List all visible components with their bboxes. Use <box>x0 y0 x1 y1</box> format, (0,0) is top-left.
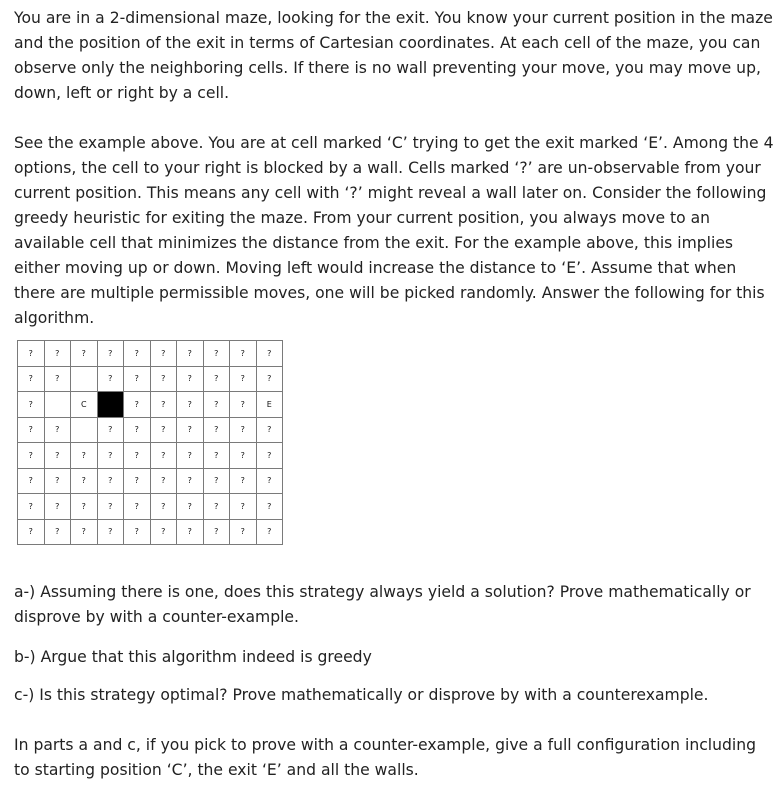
maze-unknown-cell: ? <box>124 417 151 443</box>
maze-unknown-cell: ? <box>203 392 230 418</box>
maze-unknown-cell: ? <box>18 341 45 367</box>
maze-unknown-cell: ? <box>124 468 151 494</box>
maze-unknown-cell: ? <box>18 417 45 443</box>
maze-unknown-cell: ? <box>256 519 283 545</box>
maze-unknown-cell: ? <box>203 341 230 367</box>
maze-unknown-cell: ? <box>230 341 257 367</box>
maze-unknown-cell: ? <box>256 341 283 367</box>
maze-row <box>18 366 283 392</box>
maze-unknown-cell: ? <box>18 392 45 418</box>
maze-open-cell <box>71 417 98 443</box>
maze-row <box>18 417 283 443</box>
maze-unknown-cell: ? <box>150 392 177 418</box>
maze-unknown-cell: ? <box>177 443 204 469</box>
maze-unknown-cell: ? <box>150 443 177 469</box>
maze-unknown-cell: ? <box>230 366 257 392</box>
maze-unknown-cell: ? <box>150 417 177 443</box>
maze-unknown-cell: ? <box>256 468 283 494</box>
maze-wall-cell <box>97 392 124 418</box>
maze-open-cell <box>44 392 71 418</box>
maze-unknown-cell: ? <box>124 443 151 469</box>
maze-unknown-cell: ? <box>177 417 204 443</box>
maze-row <box>18 519 283 545</box>
maze-unknown-cell: ? <box>97 443 124 469</box>
maze-unknown-cell: ? <box>18 443 45 469</box>
maze-unknown-cell: ? <box>150 468 177 494</box>
maze-unknown-cell: ? <box>203 468 230 494</box>
maze-unknown-cell: ? <box>97 519 124 545</box>
maze-unknown-cell: ? <box>124 366 151 392</box>
maze-unknown-cell: ? <box>150 366 177 392</box>
maze-unknown-cell: ? <box>230 443 257 469</box>
maze-current-cell: C <box>71 392 98 418</box>
closing-paragraph: In parts a and c, if you pick to prove with a counter-example, give a full configuration including to starting position ‘C’, the exit ‘E’ and all the walls. <box>14 736 757 779</box>
maze-unknown-cell: ? <box>256 366 283 392</box>
maze-unknown-cell: ? <box>44 443 71 469</box>
question-c: c-) Is this strategy optimal? Prove mathematically or disprove by with a counterexample. <box>14 686 709 704</box>
maze-unknown-cell: ? <box>44 519 71 545</box>
maze-unknown-cell: ? <box>230 494 257 520</box>
maze-unknown-cell: ? <box>177 494 204 520</box>
maze-row <box>18 392 283 418</box>
maze-unknown-cell: ? <box>230 519 257 545</box>
maze-unknown-cell: ? <box>18 366 45 392</box>
maze-unknown-cell: ? <box>256 494 283 520</box>
maze-row <box>18 468 283 494</box>
maze-unknown-cell: ? <box>150 519 177 545</box>
maze-unknown-cell: ? <box>256 443 283 469</box>
maze-open-cell <box>71 366 98 392</box>
maze-row <box>18 443 283 469</box>
maze-unknown-cell: ? <box>150 494 177 520</box>
maze-unknown-cell: ? <box>230 392 257 418</box>
maze-unknown-cell: ? <box>230 468 257 494</box>
maze-unknown-cell: ? <box>71 519 98 545</box>
maze-unknown-cell: ? <box>18 468 45 494</box>
maze-unknown-cell: ? <box>203 366 230 392</box>
maze-unknown-cell: ? <box>44 468 71 494</box>
maze-unknown-cell: ? <box>97 341 124 367</box>
maze-unknown-cell: ? <box>18 494 45 520</box>
maze-unknown-cell: ? <box>44 341 71 367</box>
maze-unknown-cell: ? <box>71 443 98 469</box>
maze-unknown-cell: ? <box>203 417 230 443</box>
maze-unknown-cell: ? <box>203 519 230 545</box>
maze-unknown-cell: ? <box>97 366 124 392</box>
maze-unknown-cell: ? <box>44 366 71 392</box>
maze-unknown-cell: ? <box>177 519 204 545</box>
maze-unknown-cell: ? <box>97 417 124 443</box>
maze-unknown-cell: ? <box>71 494 98 520</box>
maze-unknown-cell: ? <box>71 341 98 367</box>
maze-unknown-cell: ? <box>124 392 151 418</box>
maze-unknown-cell: ? <box>44 494 71 520</box>
maze-unknown-cell: ? <box>177 468 204 494</box>
maze-unknown-cell: ? <box>44 417 71 443</box>
maze-row <box>18 341 283 367</box>
maze-unknown-cell: ? <box>71 468 98 494</box>
maze-unknown-cell: ? <box>256 417 283 443</box>
maze-grid <box>17 340 283 545</box>
maze-row <box>18 494 283 520</box>
maze-unknown-cell: ? <box>203 494 230 520</box>
intro-paragraph: You are in a 2-dimensional maze, looking for the exit. You know your current position in the maze and the position of the exit in terms of Cartesian coordinates. At each cell of the maze, you can observe only the neighboring cells. If there is no wall preventing your move, you may move up, down, left or right by a cell. <box>14 9 773 102</box>
maze-unknown-cell: ? <box>97 468 124 494</box>
example-paragraph: See the example above. You are at cell marked ‘C’ trying to get the exit marked ‘E’. Among the 4 options, the cell to your right is blocked by a wall. Cells marked ‘?’ are un-observable from your current position. This means any cell with ‘?’ might reveal a wall later on. Consider the following greedy heuristic for exiting the maze. From your current position, you always move to an available cell that minimizes the distance from the exit. For the example above, this implies either moving up or down. Moving left would increase the distance to ‘E’. Assume that when there are multiple permissible moves, one will be picked randomly. Answer the following for this algorithm. <box>14 134 774 327</box>
maze-unknown-cell: ? <box>230 417 257 443</box>
maze-exit-cell: E <box>256 392 283 418</box>
maze-unknown-cell: ? <box>177 341 204 367</box>
maze-unknown-cell: ? <box>124 494 151 520</box>
maze-unknown-cell: ? <box>150 341 177 367</box>
maze-unknown-cell: ? <box>203 443 230 469</box>
maze-unknown-cell: ? <box>177 366 204 392</box>
maze-unknown-cell: ? <box>18 519 45 545</box>
question-b: b-) Argue that this algorithm indeed is greedy <box>14 648 372 666</box>
maze-unknown-cell: ? <box>124 341 151 367</box>
question-a: a-) Assuming there is one, does this strategy always yield a solution? Prove mathematically or disprove by with a counter-example. <box>14 583 751 626</box>
maze-unknown-cell: ? <box>124 519 151 545</box>
maze-unknown-cell: ? <box>177 392 204 418</box>
maze-unknown-cell: ? <box>97 494 124 520</box>
